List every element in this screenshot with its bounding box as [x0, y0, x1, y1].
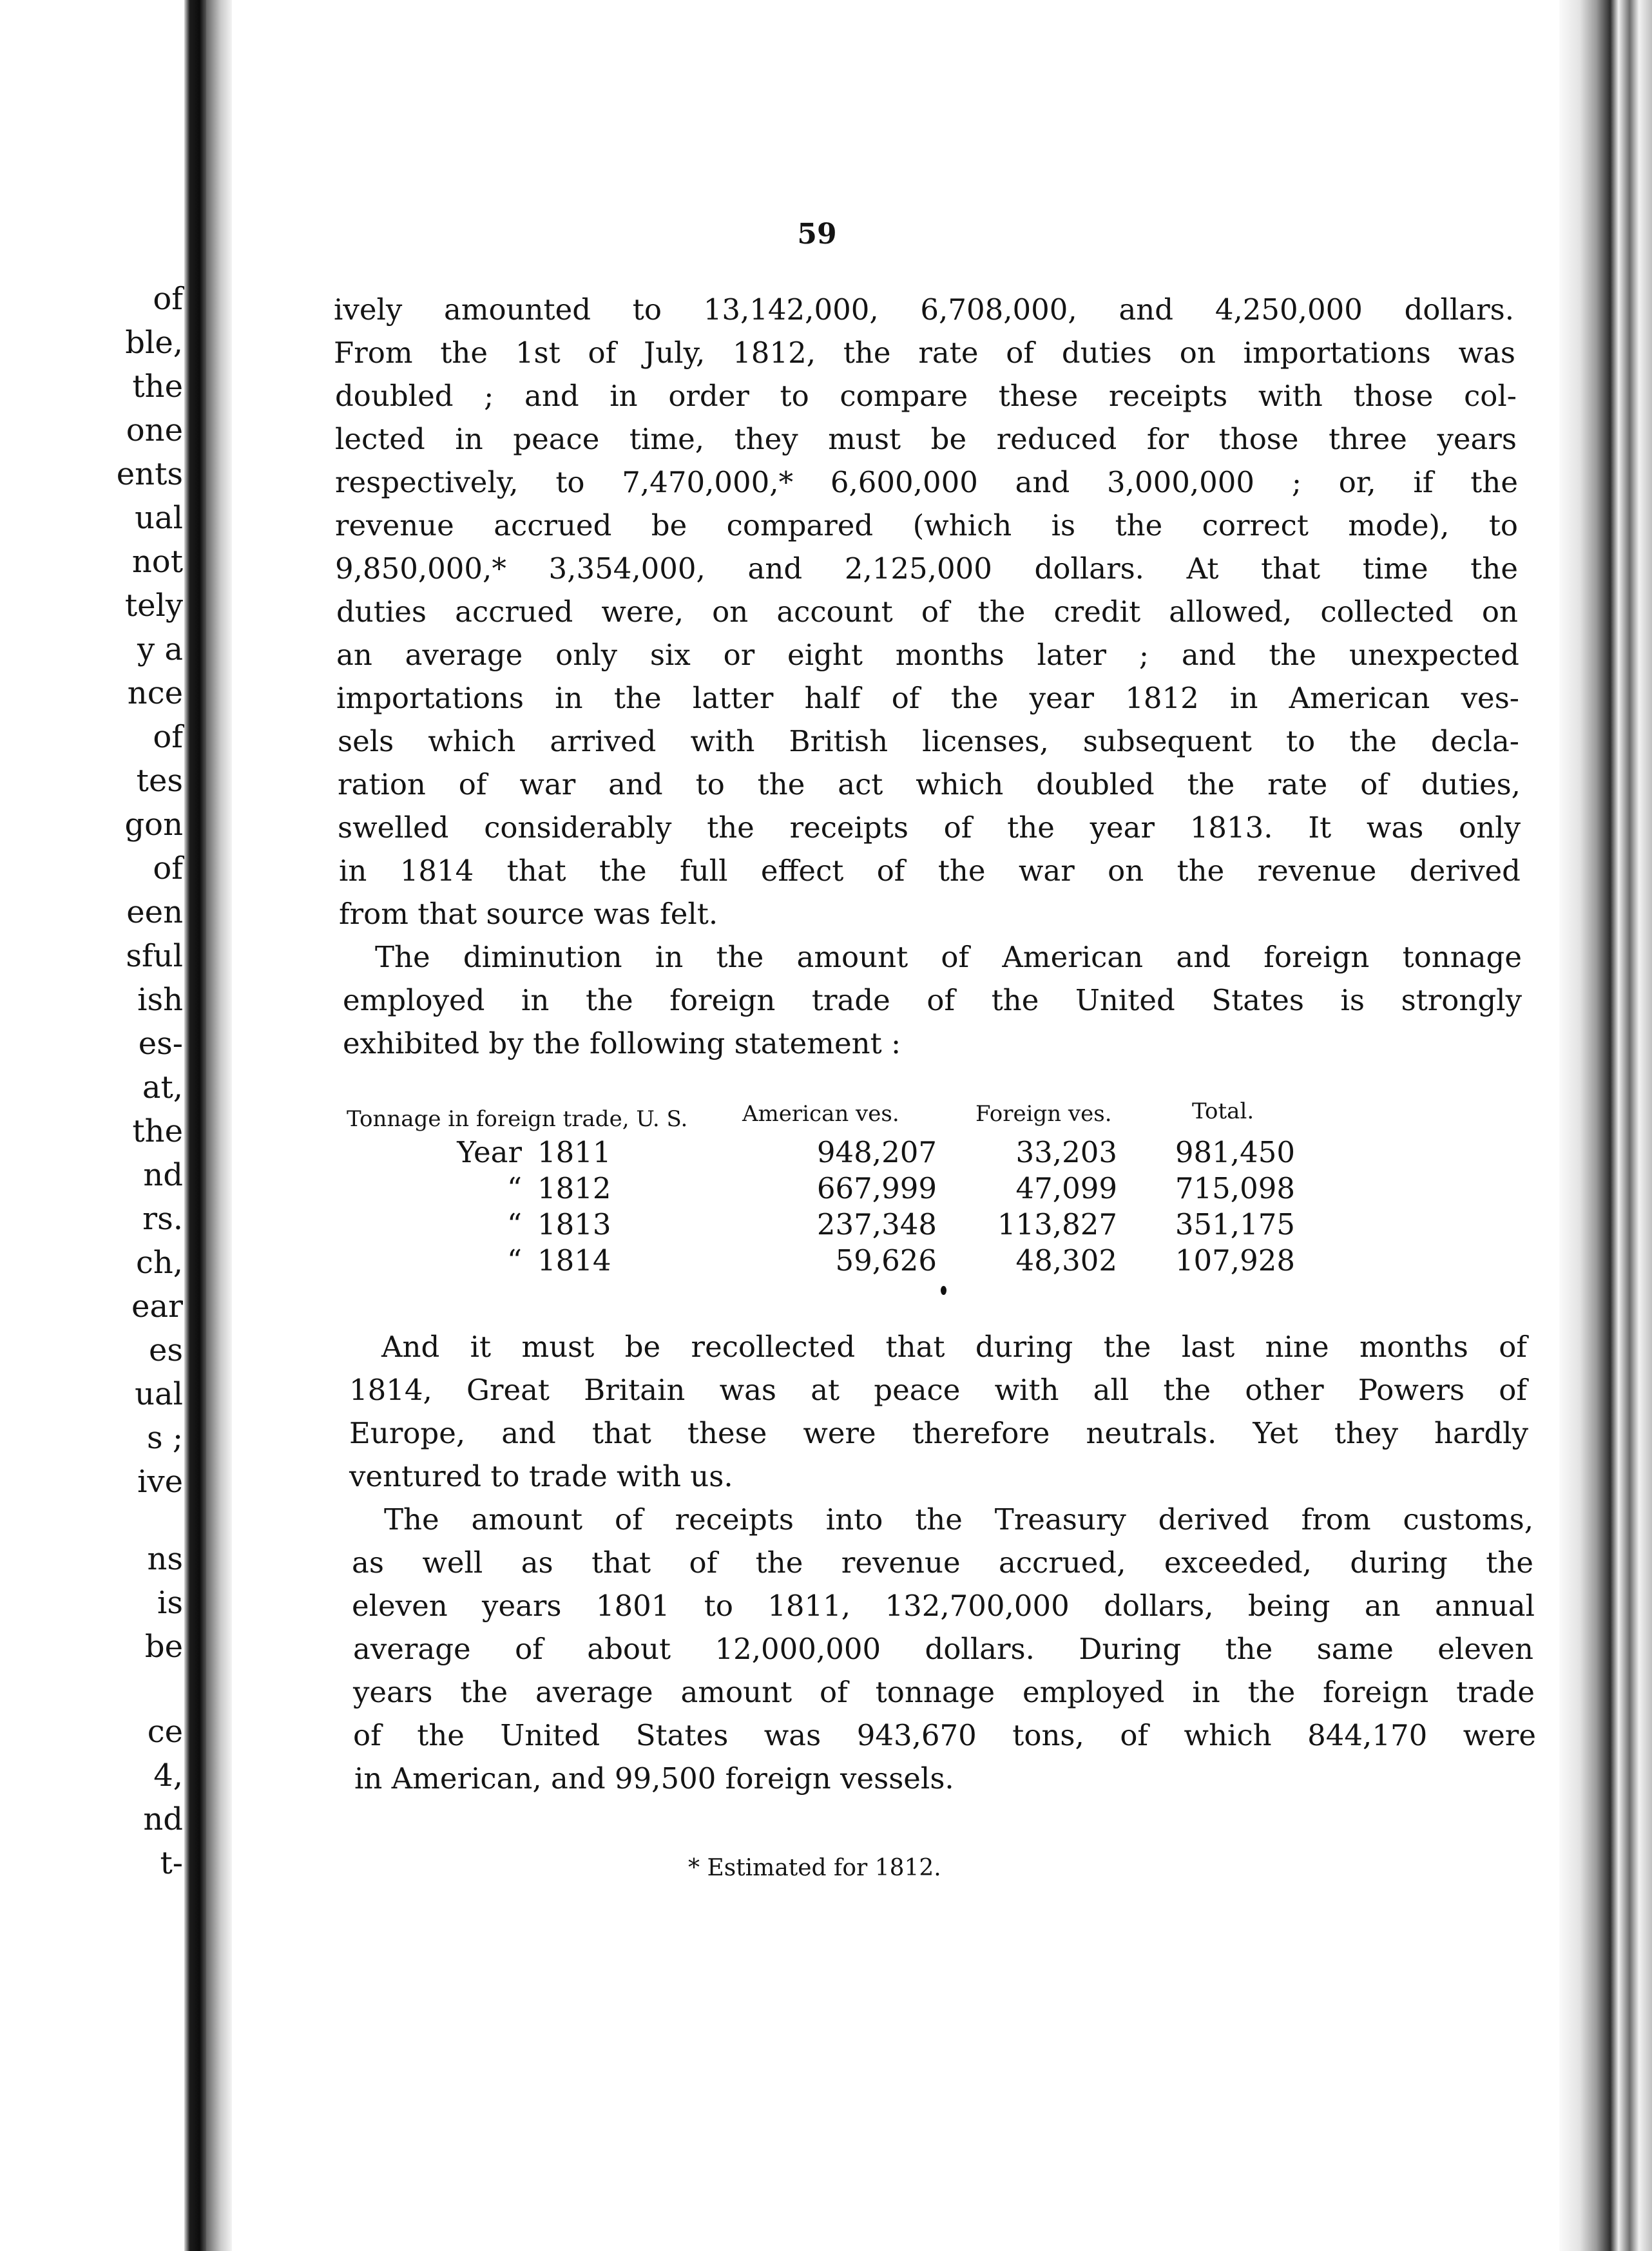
- text-line: 1814, Great Britain was at peace with all the other Powers of: [349, 1373, 1527, 1407]
- table-header: American ves.: [742, 1101, 899, 1127]
- text-line: from that source was felt.: [339, 897, 718, 931]
- text-line: average of about 12,000,000 dollars. During the same eleven: [353, 1632, 1533, 1666]
- american-tonnage-cell: 667,999: [816, 1171, 937, 1205]
- left-page-fragment: tely: [124, 588, 183, 624]
- text-line: The diminution in the amount of American and foreign tonnage: [375, 940, 1522, 974]
- text-line: ration of war and to the act which doubled the rate of duties,: [338, 767, 1521, 801]
- text-line: And it must be recollected that during the last nine months of: [381, 1330, 1527, 1364]
- left-page-fragment: ce: [147, 1714, 183, 1750]
- year-cell: 1813: [537, 1207, 611, 1241]
- left-page-fragment: nd: [143, 1801, 183, 1837]
- left-page-fragment: ch,: [135, 1245, 183, 1281]
- year-prefix: “: [506, 1171, 522, 1205]
- text-line: From the 1st of July, 1812, the rate of duties on importations was: [334, 336, 1515, 370]
- table-header: Tonnage in foreign trade, U. S.: [347, 1106, 688, 1132]
- year-cell: 1812: [537, 1171, 611, 1205]
- left-page-fragment: ive: [137, 1464, 183, 1500]
- page-number: 59: [797, 218, 837, 251]
- gutter-shadow: [206, 0, 232, 2251]
- year-prefix: “: [506, 1243, 522, 1278]
- left-page-fragment: gon: [124, 807, 183, 843]
- table-header: Total.: [1192, 1098, 1254, 1124]
- left-page-fragment: one: [126, 412, 183, 448]
- text-line: revenue accrued be compared (which is the correct mode), to: [335, 508, 1518, 542]
- left-page-fragment: the: [132, 1113, 183, 1149]
- left-page-fragment: ents: [116, 456, 183, 492]
- text-line: in 1814 that the full effect of the war on the revenue derived: [339, 854, 1521, 888]
- ink-speck: [941, 1286, 946, 1295]
- left-page-fragment: is: [157, 1585, 183, 1621]
- left-page-fragment: nd: [143, 1157, 183, 1193]
- foreign-tonnage-cell: 48,302: [1015, 1243, 1117, 1278]
- left-page-fragment: es-: [138, 1026, 183, 1062]
- left-facing-page: [0, 0, 193, 2251]
- year-cell: 1811: [537, 1135, 611, 1169]
- left-page-fragment: sful: [126, 938, 183, 974]
- text-line: 9,850,000,* 3,354,000, and 2,125,000 dollars. At that time the: [335, 551, 1518, 586]
- text-line: swelled considerably the receipts of the year 1813. It was only: [338, 810, 1521, 845]
- left-page-fragment: tes: [136, 763, 183, 799]
- text-line: of the United States was 943,670 tons, of which 844,170 were: [353, 1718, 1536, 1752]
- text-line: ventured to trade with us.: [349, 1459, 733, 1493]
- text-line: exhibited by the following statement :: [343, 1026, 901, 1060]
- left-page-fragment: nce: [127, 675, 183, 711]
- year-prefix: “: [506, 1207, 522, 1241]
- text-line: employed in the foreign trade of the United States is strongly: [343, 983, 1522, 1017]
- text-line: doubled ; and in order to compare these receipts with those col-: [335, 379, 1517, 413]
- page-edge-stack: [1559, 0, 1652, 2251]
- left-page-fragment: 4,: [153, 1758, 183, 1794]
- year-prefix: Year: [457, 1135, 522, 1169]
- table-header: Foreign ves.: [975, 1101, 1112, 1127]
- book-page: [232, 0, 1559, 2251]
- left-page-fragment: be: [144, 1629, 183, 1665]
- binding-gutter: [184, 0, 206, 2251]
- left-page-fragment: s ;: [146, 1420, 183, 1456]
- left-page-fragment: of: [153, 719, 183, 755]
- text-line: in American, and 99,500 foreign vessels.: [354, 1761, 954, 1796]
- footnote: * Estimated for 1812.: [688, 1855, 941, 1881]
- total-tonnage-cell: 107,928: [1175, 1243, 1295, 1278]
- american-tonnage-cell: 948,207: [816, 1135, 937, 1169]
- left-page-fragment: es: [148, 1332, 183, 1368]
- text-line: importations in the latter half of the year 1812 in American ves-: [336, 681, 1519, 715]
- left-page-fragment: een: [126, 894, 183, 930]
- left-page-fragment: y a: [137, 631, 183, 667]
- text-line: The amount of receipts into the Treasury derived from customs,: [384, 1502, 1533, 1537]
- text-line: respectively, to 7,470,000,* 6,600,000 and 3,000,000 ; or, if the: [335, 465, 1518, 499]
- left-page-fragment: not: [131, 544, 183, 580]
- american-tonnage-cell: 237,348: [816, 1207, 937, 1241]
- left-page-fragment: ns: [147, 1541, 183, 1577]
- left-page-fragment: ish: [137, 982, 183, 1018]
- left-page-fragment: ear: [131, 1288, 183, 1325]
- left-page-fragment: ble,: [125, 325, 183, 361]
- text-line: sels which arrived with British licenses, subsequent to the decla-: [338, 724, 1519, 758]
- text-line: an average only six or eight months later ; and the unexpected: [336, 638, 1519, 672]
- left-page-fragment: rs.: [142, 1201, 183, 1237]
- text-line: duties accrued were, on account of the credit allowed, collected on: [336, 595, 1518, 629]
- total-tonnage-cell: 351,175: [1175, 1207, 1295, 1241]
- text-line: ively amounted to 13,142,000, 6,708,000, and 4,250,000 dollars.: [334, 292, 1514, 327]
- foreign-tonnage-cell: 33,203: [1015, 1135, 1117, 1169]
- text-line: lected in peace time, they must be reduced for those three years: [335, 422, 1517, 456]
- text-line: as well as that of the revenue accrued, exceeded, during the: [352, 1546, 1533, 1580]
- text-line: years the average amount of tonnage employed in the foreign trade: [353, 1675, 1535, 1709]
- text-line: Europe, and that these were therefore neutrals. Yet they hardly: [349, 1416, 1528, 1450]
- left-page-fragment: at,: [142, 1069, 183, 1106]
- left-page-fragment: t-: [160, 1845, 183, 1881]
- year-cell: 1814: [537, 1243, 611, 1278]
- total-tonnage-cell: 715,098: [1175, 1171, 1295, 1205]
- left-page-fragment: the: [132, 369, 183, 405]
- left-page-fragment: ual: [135, 500, 183, 536]
- left-page-fragment: of: [153, 850, 183, 886]
- total-tonnage-cell: 981,450: [1175, 1135, 1295, 1169]
- left-page-fragment: ual: [135, 1376, 183, 1412]
- left-page-fragment: of: [153, 281, 183, 317]
- american-tonnage-cell: 59,626: [835, 1243, 937, 1278]
- foreign-tonnage-cell: 113,827: [997, 1207, 1117, 1241]
- text-line: eleven years 1801 to 1811, 132,700,000 dollars, being an annual: [352, 1589, 1535, 1623]
- foreign-tonnage-cell: 47,099: [1015, 1171, 1117, 1205]
